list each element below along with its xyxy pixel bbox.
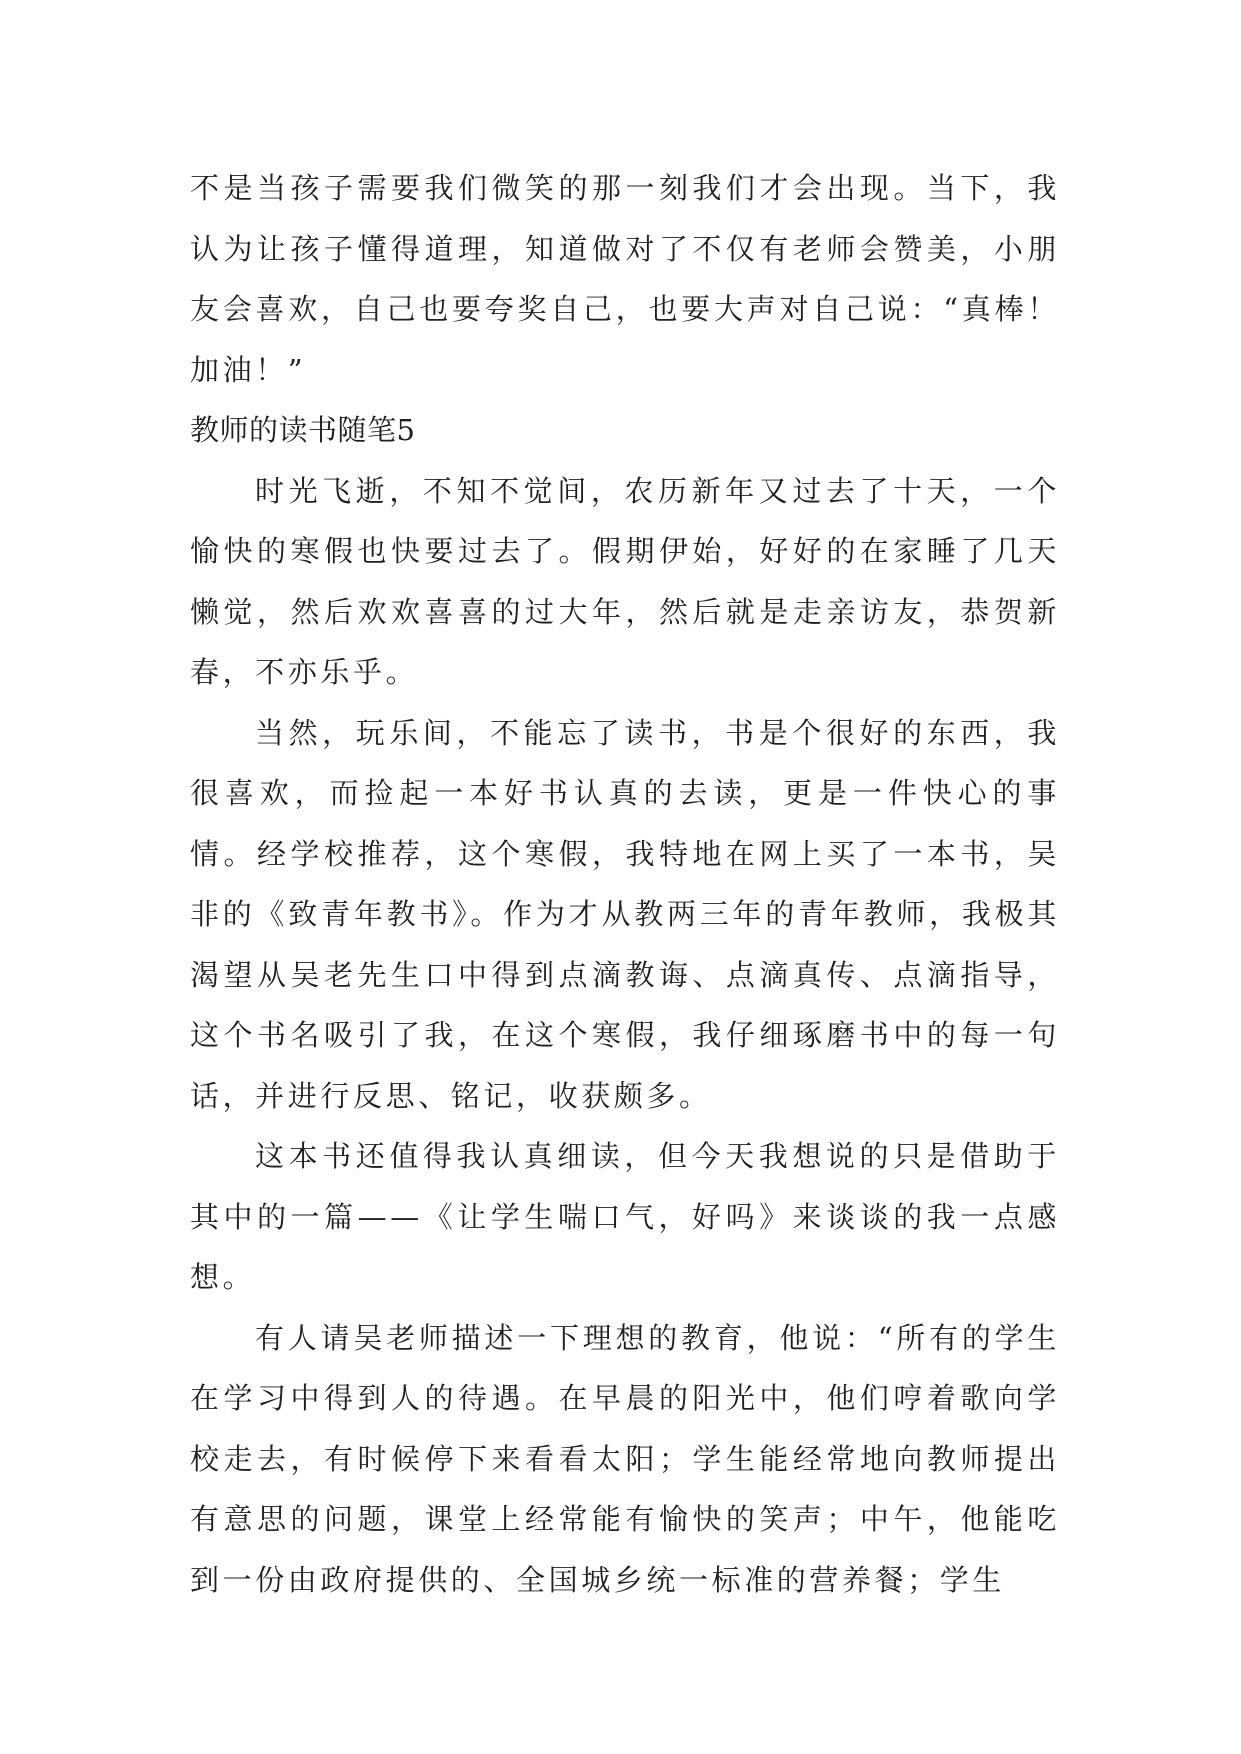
intro-paragraph: 不是当孩子需要我们微笑的那一刻我们才会出现。当下，我认为让孩子懂得道理，知道做对了不仅有老师会赞美，小朋友会喜欢，自己也要夸奖自己，也要大声对自己说：“真棒！加油！”: [190, 171, 1060, 387]
body-paragraph-3: 这本书还值得我认真细读，但今天我想说的只是借助于其中的一篇——《让学生喘口气，好吗》来谈谈的我一点感想。: [190, 1139, 1060, 1294]
body-paragraph-1: 时光飞逝，不知不觉间，农历新年又过去了十天，一个愉快的寒假也快要过去了。假期伊始，好好的在家睡了几天懒觉，然后欢欢喜喜的过大年，然后就是走亲访友，恭贺新春，不亦乐乎。: [190, 473, 1060, 689]
section-heading: 教师的读书随笔5: [190, 413, 416, 447]
document-body: [190, 158, 1060, 1610]
body-paragraph-4: 有人请吴老师描述一下理想的教育，他说：“所有的学生在学习中得到人的待遇。在早晨的阳光中，他们哼着歌向学校走去，有时候停下来看看太阳；学生能经常地向教师提出有意思的问题，课堂上经常能有愉快的笑声；中午，他能吃到一份由政府提供的、全国城乡统一标准的营养餐；学生: [190, 1320, 1060, 1597]
body-paragraph-2: 当然，玩乐间，不能忘了读书，书是个很好的东西，我很喜欢，而捡起一本好书认真的去读，更是一件快心的事情。经学校推荐，这个寒假，我特地在网上买了一本书，吴非的《致青年教书》。作为才从教两三年的青年教师，我极其渴望从吴老先生口中得到点滴教诲、点滴真传、点滴指导，这个书名吸引了我，在这个寒假，我仔细琢磨书中的每一句话，并进行反思、铭记，收获颇多。: [190, 715, 1060, 1113]
